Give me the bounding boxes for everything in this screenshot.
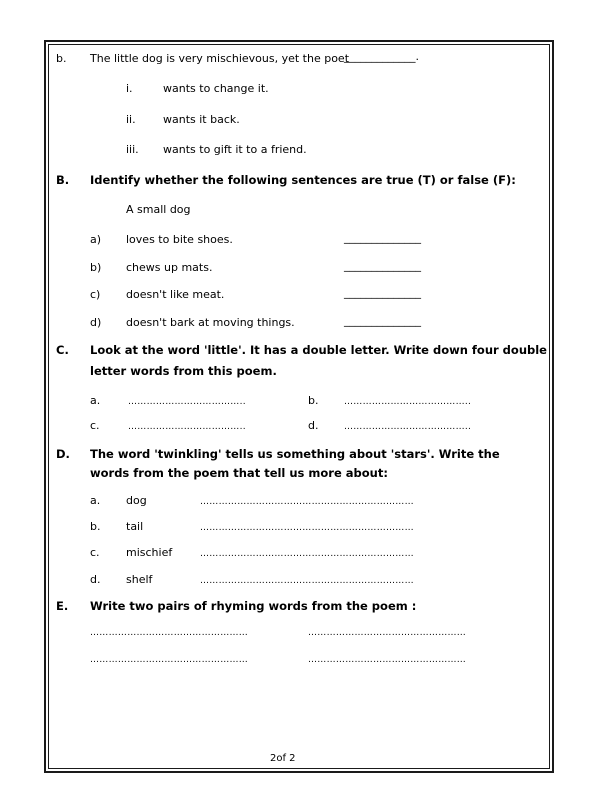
item-number: a. — [90, 494, 101, 507]
answer-dots[interactable]: …………………………………………… — [308, 655, 467, 665]
section-title-line1: The word 'twinkling' tells us something about 'stars'. Write the — [90, 447, 500, 461]
option-number: iii. — [126, 143, 139, 156]
section-title: Write two pairs of rhyming words from the poem : — [90, 599, 417, 613]
item-word: mischief — [126, 546, 173, 559]
answer-blank[interactable]: ______________ — [344, 286, 421, 299]
answer-dots[interactable]: …………………………………………………………… — [200, 523, 414, 533]
answer-dots[interactable]: …………………………………………………………… — [200, 576, 414, 586]
answer-blank[interactable]: _____________. — [344, 50, 419, 63]
section-title: Identify whether the following sentences are true (T) or false (F): — [90, 173, 516, 187]
option-text: wants to gift it to a friend. — [163, 143, 307, 156]
section-title-line2: letter words from this poem. — [90, 364, 277, 378]
item-number: d. — [90, 573, 101, 586]
question-text: The little dog is very mischievous, yet the poet — [90, 52, 350, 65]
section-intro: A small dog — [126, 203, 191, 216]
item-text: chews up mats. — [126, 261, 213, 274]
answer-blank[interactable]: ______________ — [344, 259, 421, 272]
item-number: c) — [90, 288, 101, 301]
item-number: b. — [90, 520, 101, 533]
answer-dots[interactable]: ……………………………….. — [128, 397, 246, 407]
section-label: E. — [56, 599, 69, 613]
option-text: wants to change it. — [163, 82, 269, 95]
answer-dots[interactable]: …………………………………………………………… — [200, 549, 414, 559]
answer-dots[interactable]: …………………………………………………………… — [200, 497, 414, 507]
item-text: doesn't bark at moving things. — [126, 316, 295, 329]
answer-dots[interactable]: ………………………………….. — [344, 422, 472, 432]
item-number: b. — [308, 394, 319, 407]
answer-dots[interactable]: …………………………………………… — [308, 628, 467, 638]
item-word: shelf — [126, 573, 153, 586]
section-label: B. — [56, 173, 70, 187]
answer-dots[interactable]: …………………………………………… — [90, 655, 249, 665]
item-number: a) — [90, 233, 102, 246]
item-word: tail — [126, 520, 144, 533]
section-label: D. — [56, 447, 70, 461]
item-text: doesn't like meat. — [126, 288, 225, 301]
page-number: 2of 2 — [270, 753, 296, 764]
section-title-line1: Look at the word 'little'. It has a double letter. Write down four double — [90, 343, 547, 357]
section-title-line2: words from the poem that tell us more about: — [90, 466, 388, 480]
answer-dots[interactable]: ……………………………….. — [128, 422, 246, 432]
question-label: b. — [56, 52, 67, 65]
option-text: wants it back. — [163, 113, 240, 126]
item-text: loves to bite shoes. — [126, 233, 233, 246]
item-number: b) — [90, 261, 102, 274]
section-label: C. — [56, 343, 69, 357]
item-number: c. — [90, 546, 100, 559]
item-number: d. — [308, 419, 319, 432]
option-number: i. — [126, 82, 133, 95]
item-word: dog — [126, 494, 147, 507]
answer-dots[interactable]: …………………………………………… — [90, 628, 249, 638]
item-number: d) — [90, 316, 102, 329]
item-number: a. — [90, 394, 101, 407]
answer-dots[interactable]: ………………………………….. — [344, 397, 472, 407]
item-number: c. — [90, 419, 100, 432]
answer-blank[interactable]: ______________ — [344, 231, 421, 244]
option-number: ii. — [126, 113, 136, 126]
answer-blank[interactable]: ______________ — [344, 314, 421, 327]
